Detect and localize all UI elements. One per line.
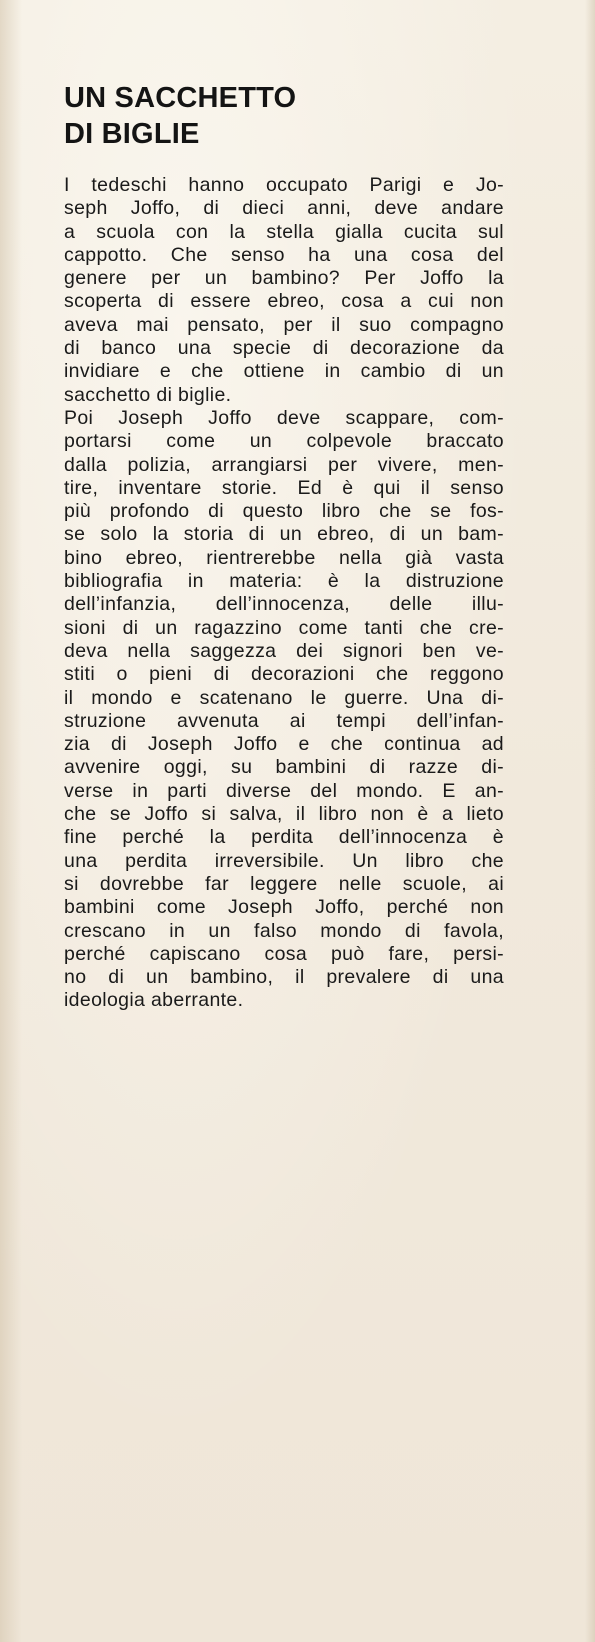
blurb-line: deva nella saggezza dei signori ben ve- xyxy=(64,639,504,662)
blurb-line: a scuola con la stella gialla cucita sul xyxy=(64,220,504,243)
blurb-line: struzione avvenuta ai tempi dell’infan- xyxy=(64,709,504,732)
page-edge-shadow-left xyxy=(0,0,22,1642)
blurb-text xyxy=(64,174,504,1013)
blurb-line: invidiare e che ottiene in cambio di un xyxy=(64,360,504,383)
blurb-line: sioni di un ragazzino come tanti che cre- xyxy=(64,616,504,639)
book-title-line: DI BIGLIE xyxy=(64,118,200,150)
blurb-line: cappotto. Che senso ha una cosa del xyxy=(64,243,504,266)
blurb-line: perché capiscano cosa può fare, persi- xyxy=(64,942,504,965)
blurb-line: più profondo di questo libro che se fos- xyxy=(64,500,504,523)
blurb-line: sacchetto di biglie. xyxy=(64,383,232,406)
blurb-line: se solo la storia di un ebreo, di un bam- xyxy=(64,523,504,546)
book-title-line: UN SACCHETTO xyxy=(64,82,297,114)
blurb-line: bibliografia in materia: è la distruzione xyxy=(64,570,504,593)
blurb-line: ideologia aberrante. xyxy=(64,989,244,1012)
blurb-line: genere per un bambino? Per Joffo la xyxy=(64,267,504,290)
blurb-line: una perdita irreversibile. Un libro che xyxy=(64,849,504,872)
blurb-line: portarsi come un colpevole braccato xyxy=(64,430,504,453)
blurb-line: crescano in un falso mondo di favola, xyxy=(64,919,504,942)
blurb-line: bino ebreo, rientrerebbe nella già vasta xyxy=(64,546,504,569)
blurb-line: verse in parti diverse del mondo. E an- xyxy=(64,779,504,802)
blurb-line: dell’infanzia, dell’innocenza, delle illu- xyxy=(64,593,504,616)
blurb-line: aveva mai pensato, per il suo compagno xyxy=(64,313,504,336)
blurb-line: il mondo e scatenano le guerre. Una di- xyxy=(64,686,504,709)
blurb-line: bambini come Joseph Joffo, perché non xyxy=(64,896,504,919)
blurb-line: si dovrebbe far leggere nelle scuole, ai xyxy=(64,872,504,895)
blurb-line: che se Joffo si salva, il libro non è a lieto xyxy=(64,803,504,826)
blurb-line: di banco una specie di decorazione da xyxy=(64,337,504,360)
book-title xyxy=(64,80,296,152)
blurb-line: I tedeschi hanno occupato Parigi e Jo- xyxy=(64,174,504,196)
blurb-line: Poi Joseph Joffo deve scappare, com- xyxy=(64,406,504,429)
blurb-line: avvenire oggi, su bambini di razze di- xyxy=(64,756,504,779)
blurb-line: fine perché la perdita dell’innocenza è xyxy=(64,826,504,849)
blurb-line: stiti o pieni di decorazioni che reggono xyxy=(64,663,504,686)
blurb-line: no di un bambino, il prevalere di una xyxy=(64,966,504,989)
page-edge-shadow-right xyxy=(585,0,595,1642)
blurb-line: tire, inventare storie. Ed è qui il senso xyxy=(64,476,504,499)
blurb-line: dalla polizia, arrangiarsi per vivere, men- xyxy=(64,453,504,476)
blurb-line: zia di Joseph Joffo e che continua ad xyxy=(64,733,504,756)
blurb-line: seph Joffo, di dieci anni, deve andare xyxy=(64,197,504,220)
blurb-line: scoperta di essere ebreo, cosa a cui non xyxy=(64,290,504,313)
